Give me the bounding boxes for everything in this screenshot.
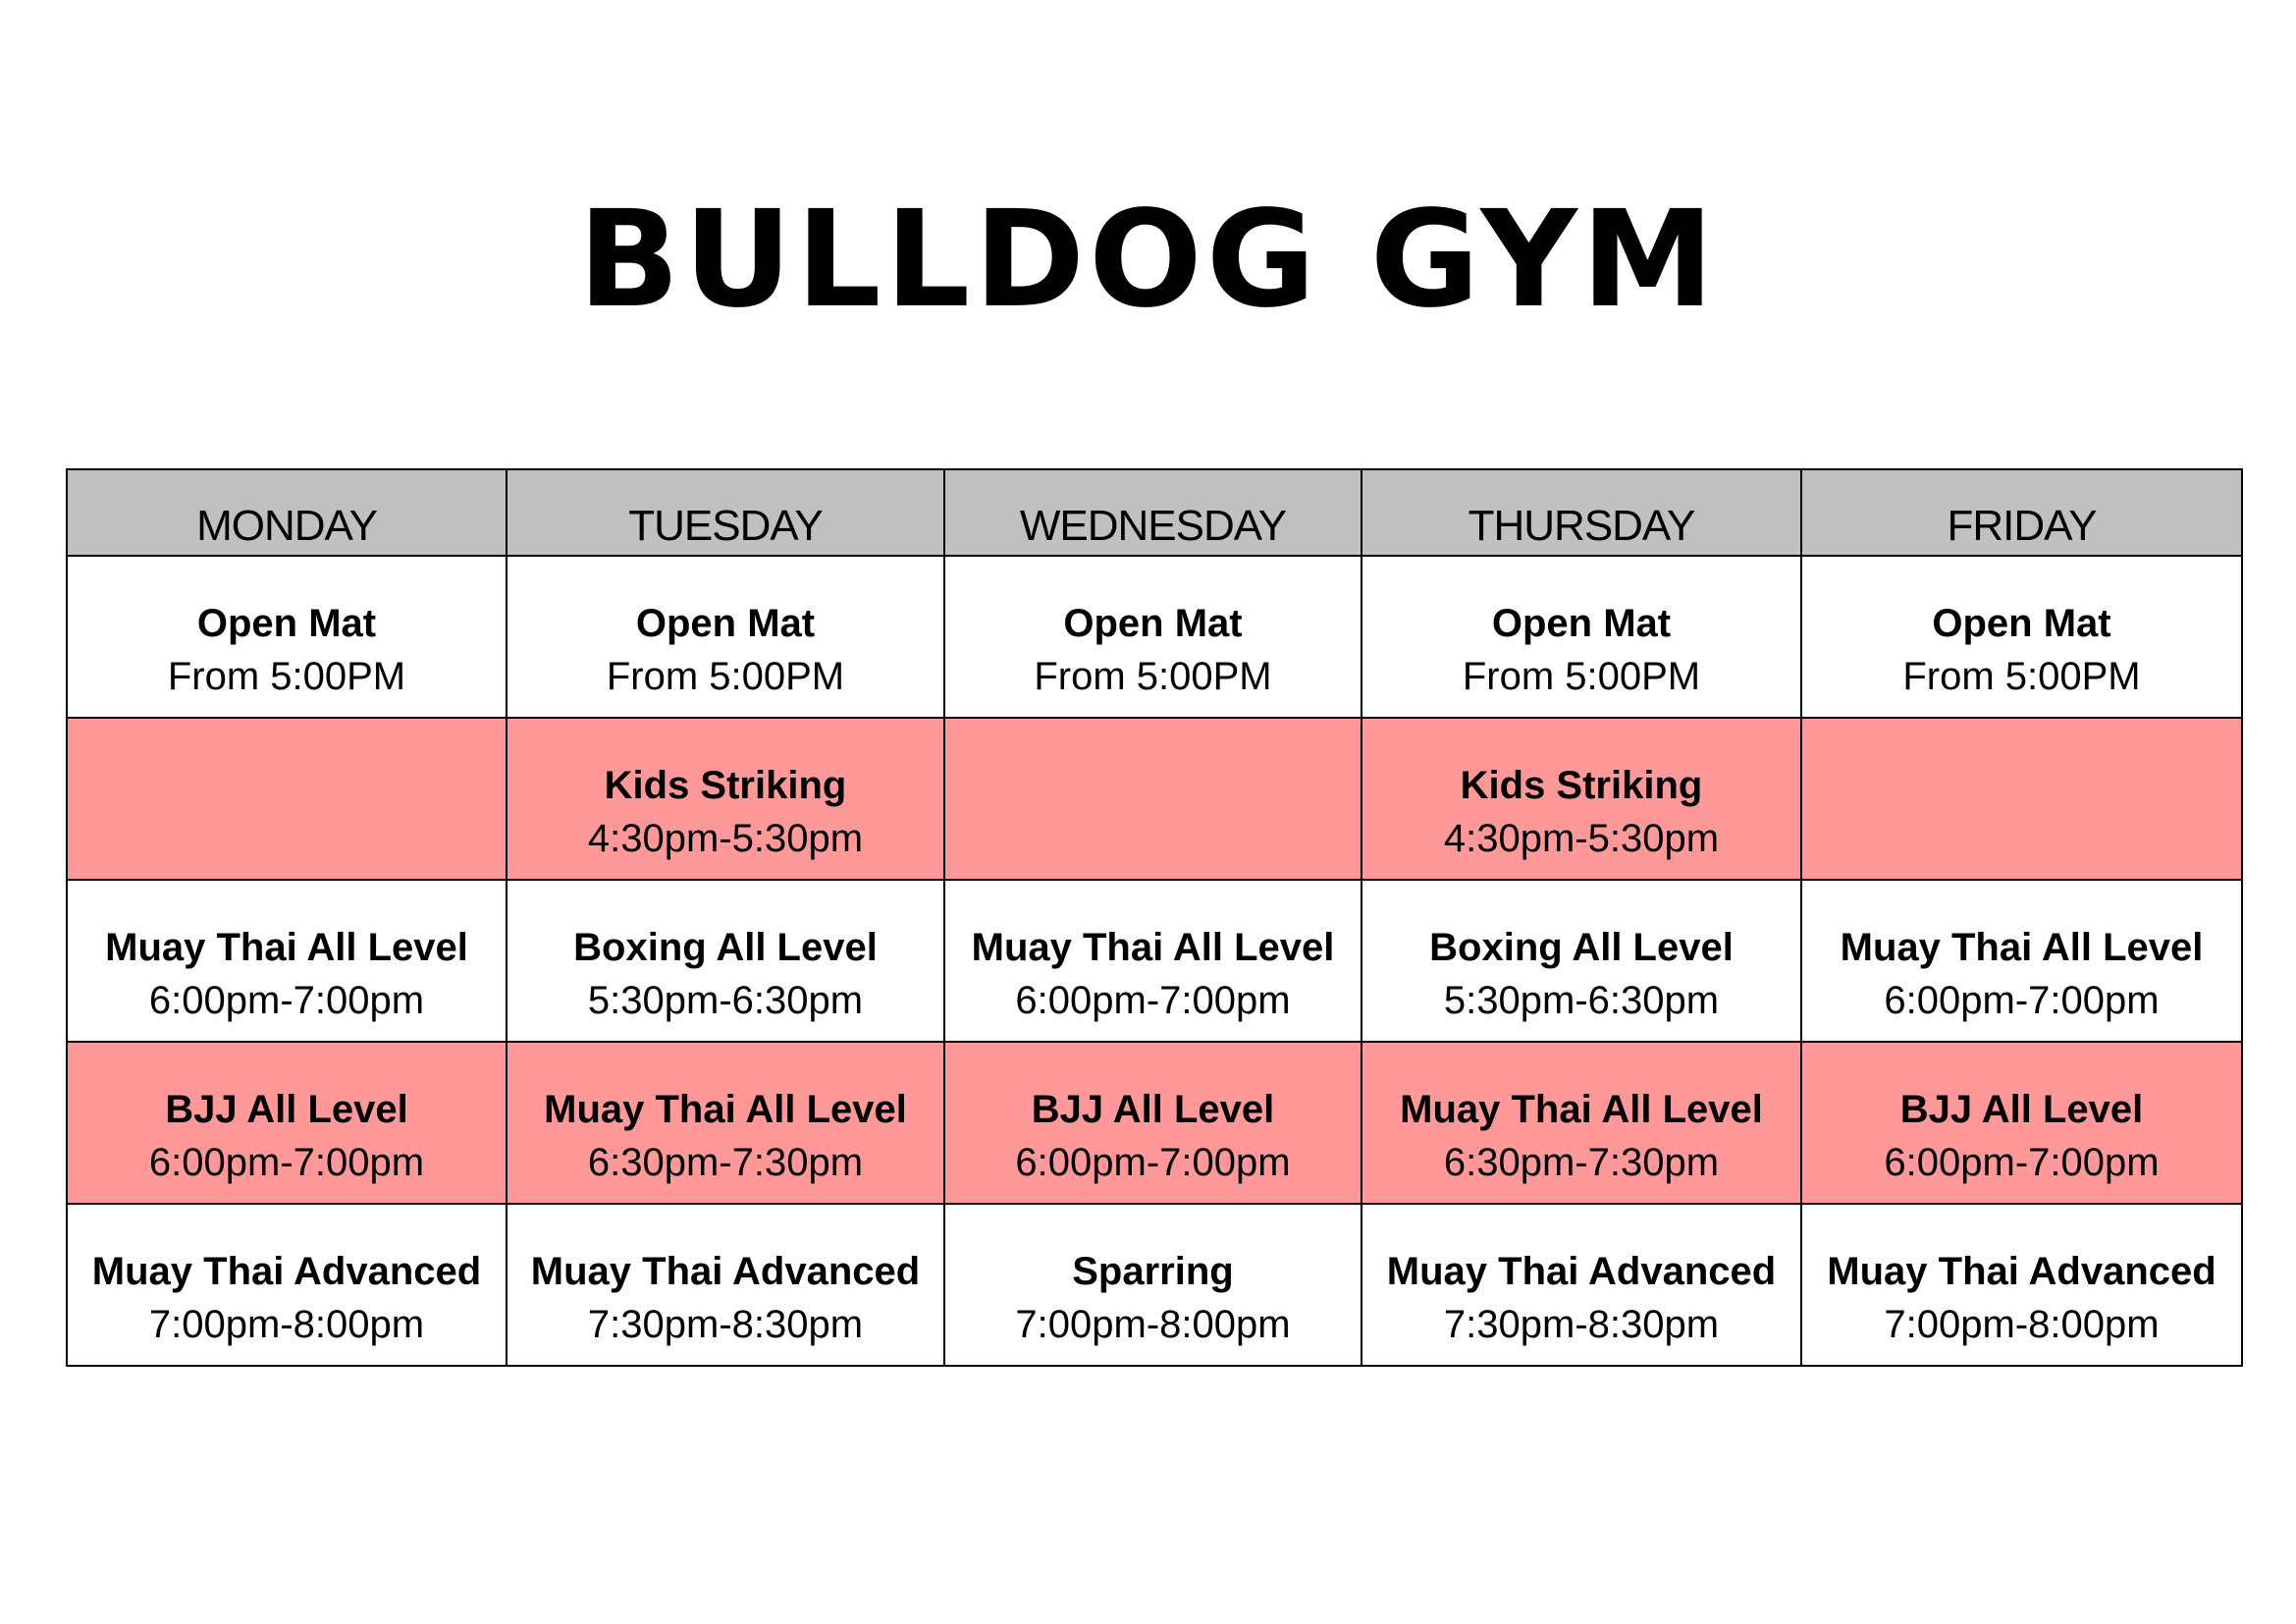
class-time: From 5:00PM	[1902, 654, 2141, 698]
class-time: 4:30pm-5:30pm	[587, 816, 864, 860]
class-cell	[67, 880, 507, 1042]
class-cell	[1801, 718, 2242, 880]
class-time: 6:30pm-7:30pm	[587, 1140, 864, 1184]
class-cell	[507, 1204, 944, 1366]
class-name: BJJ All Level	[1031, 1087, 1275, 1131]
class-cell	[944, 556, 1362, 718]
class-time: 7:30pm-8:30pm	[1443, 1302, 1720, 1346]
class-time: 6:00pm-7:00pm	[1884, 978, 2160, 1022]
class-name: Sparring	[1072, 1249, 1234, 1293]
class-cell	[1801, 1042, 2242, 1204]
day-header-monday: MONDAY	[67, 469, 507, 556]
day-header-tuesday: TUESDAY	[507, 469, 944, 556]
schedule-table	[66, 468, 2243, 1367]
class-name: Muay Thai Advanced	[530, 1249, 921, 1293]
class-cell	[67, 1042, 507, 1204]
class-name: Boxing All Level	[573, 925, 878, 969]
class-time: 4:30pm-5:30pm	[1443, 816, 1720, 860]
class-cell	[67, 556, 507, 718]
class-time: 5:30pm-6:30pm	[587, 978, 864, 1022]
class-time: 7:30pm-8:30pm	[587, 1302, 864, 1346]
class-cell	[1801, 880, 2242, 1042]
class-cell	[944, 1042, 1362, 1204]
class-time: 6:00pm-7:00pm	[148, 1140, 425, 1184]
page-title: BULLDOG GYM	[577, 183, 1719, 338]
class-time: 6:00pm-7:00pm	[1015, 978, 1291, 1022]
class-cell	[507, 718, 944, 880]
class-cell	[1362, 1042, 1801, 1204]
class-time: 6:00pm-7:00pm	[1015, 1140, 1291, 1184]
class-name: Muay Thai Advanced	[91, 1249, 482, 1293]
class-time: 7:00pm-8:00pm	[1015, 1302, 1291, 1346]
class-cell	[67, 1204, 507, 1366]
day-header-wednesday: WEDNESDAY	[944, 469, 1362, 556]
class-cell	[507, 1042, 944, 1204]
table-row	[67, 1204, 2242, 1366]
day-header-friday: FRIDAY	[1801, 469, 2242, 556]
class-time: 7:00pm-8:00pm	[1884, 1302, 2160, 1346]
class-name: Open Mat	[196, 601, 377, 645]
class-time: From 5:00PM	[1462, 654, 1701, 698]
class-name: BJJ All Level	[1899, 1087, 2144, 1131]
class-cell	[1362, 718, 1801, 880]
class-cell	[67, 718, 507, 880]
class-name: BJJ All Level	[165, 1087, 408, 1131]
class-name: Open Mat	[1063, 601, 1243, 645]
table-row	[67, 718, 2242, 880]
class-time: 5:30pm-6:30pm	[1443, 978, 1720, 1022]
class-name: Muay Thai Advanced	[1386, 1249, 1777, 1293]
class-time: 6:30pm-7:30pm	[1443, 1140, 1720, 1184]
class-name: Muay Thai Advanced	[1827, 1249, 2216, 1293]
class-cell	[507, 880, 944, 1042]
class-name: Boxing All Level	[1429, 925, 1734, 969]
day-header-thursday: THURSDAY	[1362, 469, 1801, 556]
class-name: Muay Thai All Level	[971, 925, 1335, 969]
class-cell	[944, 718, 1362, 880]
class-cell	[1362, 556, 1801, 718]
table-row	[67, 556, 2242, 718]
class-name: Kids Striking	[604, 763, 847, 807]
class-time: 7:00pm-8:00pm	[148, 1302, 425, 1346]
class-cell	[1801, 1204, 2242, 1366]
class-name: Open Mat	[1491, 601, 1672, 645]
class-cell	[944, 1204, 1362, 1366]
class-cell	[1362, 880, 1801, 1042]
class-cell	[507, 556, 944, 718]
class-name: Muay Thai All Level	[544, 1087, 907, 1131]
class-cell	[1801, 556, 2242, 718]
day-header-row	[67, 469, 2242, 556]
class-name: Muay Thai All Level	[105, 925, 468, 969]
class-name: Muay Thai All Level	[1400, 1087, 1763, 1131]
table-row	[67, 1042, 2242, 1204]
class-name: Open Mat	[635, 601, 816, 645]
class-time: 6:00pm-7:00pm	[148, 978, 425, 1022]
table-row	[67, 880, 2242, 1042]
class-time: From 5:00PM	[606, 654, 845, 698]
class-name: Kids Striking	[1460, 763, 1703, 807]
class-time: From 5:00PM	[1034, 654, 1272, 698]
class-cell	[1362, 1204, 1801, 1366]
class-time: From 5:00PM	[167, 654, 406, 698]
class-name: Open Mat	[1932, 601, 2111, 645]
class-name: Muay Thai All Level	[1840, 925, 2204, 969]
class-cell	[944, 880, 1362, 1042]
class-time: 6:00pm-7:00pm	[1884, 1140, 2160, 1184]
